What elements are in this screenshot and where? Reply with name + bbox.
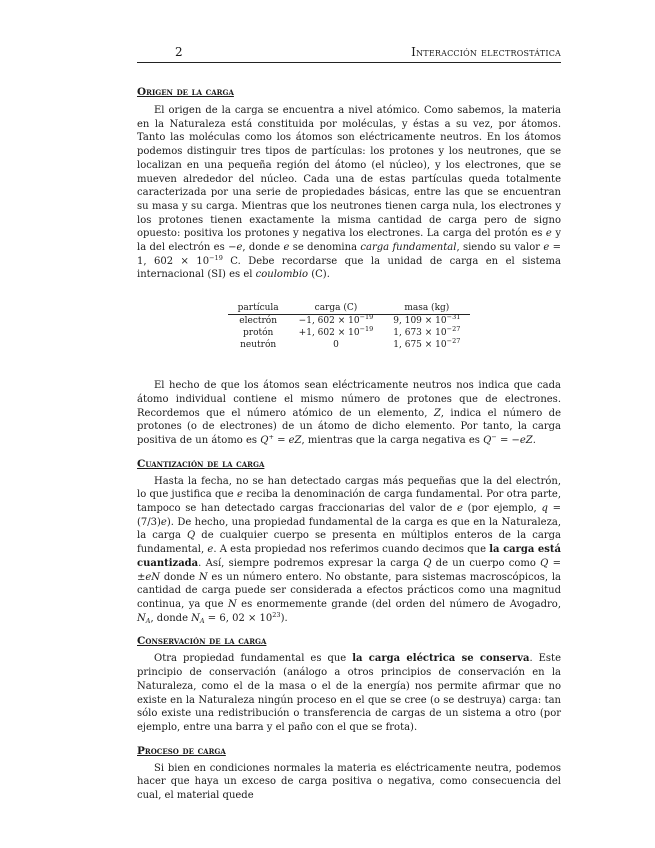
table-row: [228, 327, 471, 339]
particle-mass: 1, $675 \times 10^{-27}$: [393, 337, 461, 351]
particle-table: [228, 302, 471, 351]
page-number: 2: [175, 45, 183, 59]
paragraph-numero-atomico: El hecho de que los átomos sean eléctricamente neutros nos indica que cada átomo individual contiene el mismo número de protones que de electrones. Recordemos que el número atómico de un elemento, Z, indica el número de protones (o de electrones) de un átomo de dicho elemento. Por tanto, la carga positiva de un átomo es Q+ = eZ, mientras que la carga negativa es Q− = −eZ.: [137, 380, 561, 446]
table-row: [228, 315, 471, 328]
paragraph-origen: El origen de la carga se encuentra a nivel atómico. Como sabemos, la materia en la Naturaleza está constituida por moléculas, y éstas a su vez, por átomos. Tanto las moléculas como los átomos son eléctricamente neutros. En los átomos podemos distinguir tres tipos de partículas: los protones y los neutrones, que se localizan en una pequeña región del átomo (el núcleo), y los electrones, que se mueven alrededor del núcleo. Cada una de estas partículas queda totalmente caracterizada por una serie de propiedades básicas, entre las que se encuentran su masa y su carga. Mientras que los neutrones tienen carga nula, los electrones y los protones tienen exactamente la misma cantidad de carga pero de signo opuesto: positiva los protones y negativa los electrones. La carga del protón es e y la del electrón es −e, donde e se denomina carga fundamental, siendo su valor e = 1, $602 \times 10^{-19}$ C. Debe recordarse que la unidad de carga en el sistema internacional (SI) es el coulombio (C).: [137, 105, 562, 281]
particle-name: protón: [243, 328, 274, 339]
section-heading-proceso: Proceso de carga: [137, 744, 226, 757]
page-content: [137, 85, 561, 803]
section-heading-cuantizacion: Cuantización de la carga: [137, 457, 265, 470]
table-header-mass: masa (kg): [383, 302, 470, 315]
particle-charge: −1, $602 \times 10^{-19}$: [298, 313, 374, 327]
page-header: [137, 44, 561, 63]
particle-mass: 9, $109 \times 10^{-31}$: [393, 313, 461, 327]
particle-mass: 1, $673 \times 10^{-27}$: [393, 325, 461, 339]
particle-name: neutrón: [240, 340, 277, 351]
section-heading-origen: Origen de la carga: [137, 86, 234, 98]
table-header-particle: partícula: [228, 302, 289, 315]
table-header-charge: carga (C): [289, 302, 384, 315]
table-header-row: [228, 302, 471, 315]
paragraph-proceso: Si bien en condiciones normales la materia es eléctricamente neutra, podemos hacer que haya un exceso de carga positiva o negativa, como consecuencia del cual, el material quede: [137, 762, 561, 802]
paragraph-cuantizacion: Hasta la fecha, no se han detectado cargas más pequeñas que la del electrón, lo que justifica que e reciba la denominación de carga fundamental. Por otra parte, tampoco se han detectado cargas fraccionarias del valor de e (por ejemplo, q = (7/3)e). De hecho, una propiedad fundamental de la carga es que en la Naturaleza, la carga Q de cualquier cuerpo se presenta en múltiplos enteros de la carga fundamental, e. A esta propiedad nos referimos cuando decimos que la carga está cuantizada. Así, siempre podremos expresar la carga Q de un cuerpo como Q = ±eN donde N es un número entero. No obstante, para sistemas macroscópicos, la cantidad de carga puede ser considerada a efectos prácticos como una magnitud continua, ya que N es enormemente grande (del orden del número de Avogadro, $N_A$, donde $N_A = 6$, $02 \times 10^{23}$).: [137, 475, 562, 625]
table-row: [228, 339, 471, 351]
section-heading-conservacion: Conservación de la carga: [137, 635, 267, 648]
paragraph-conservacion: Otra propiedad fundamental es que la carga eléctrica se conserva. Este principio de conservación (análogo a otros principios de conservación en la Naturaleza, como el de la masa o el de la energía) nos permite afirmar que no existe en la Naturaleza ningún proceso en el que se cree (o se destruya) carga: tan sólo existe una redistribución o transferencia de cargas de un sistema a otro (por ejemplo, entre una barra y el paño con el que se frota).: [137, 653, 561, 733]
particle-charge: +1, $602 \times 10^{-19}$: [298, 325, 374, 339]
particle-charge: 0: [333, 340, 339, 351]
running-title: Interacción electrostática: [411, 45, 561, 59]
particle-name: electrón: [239, 316, 278, 327]
